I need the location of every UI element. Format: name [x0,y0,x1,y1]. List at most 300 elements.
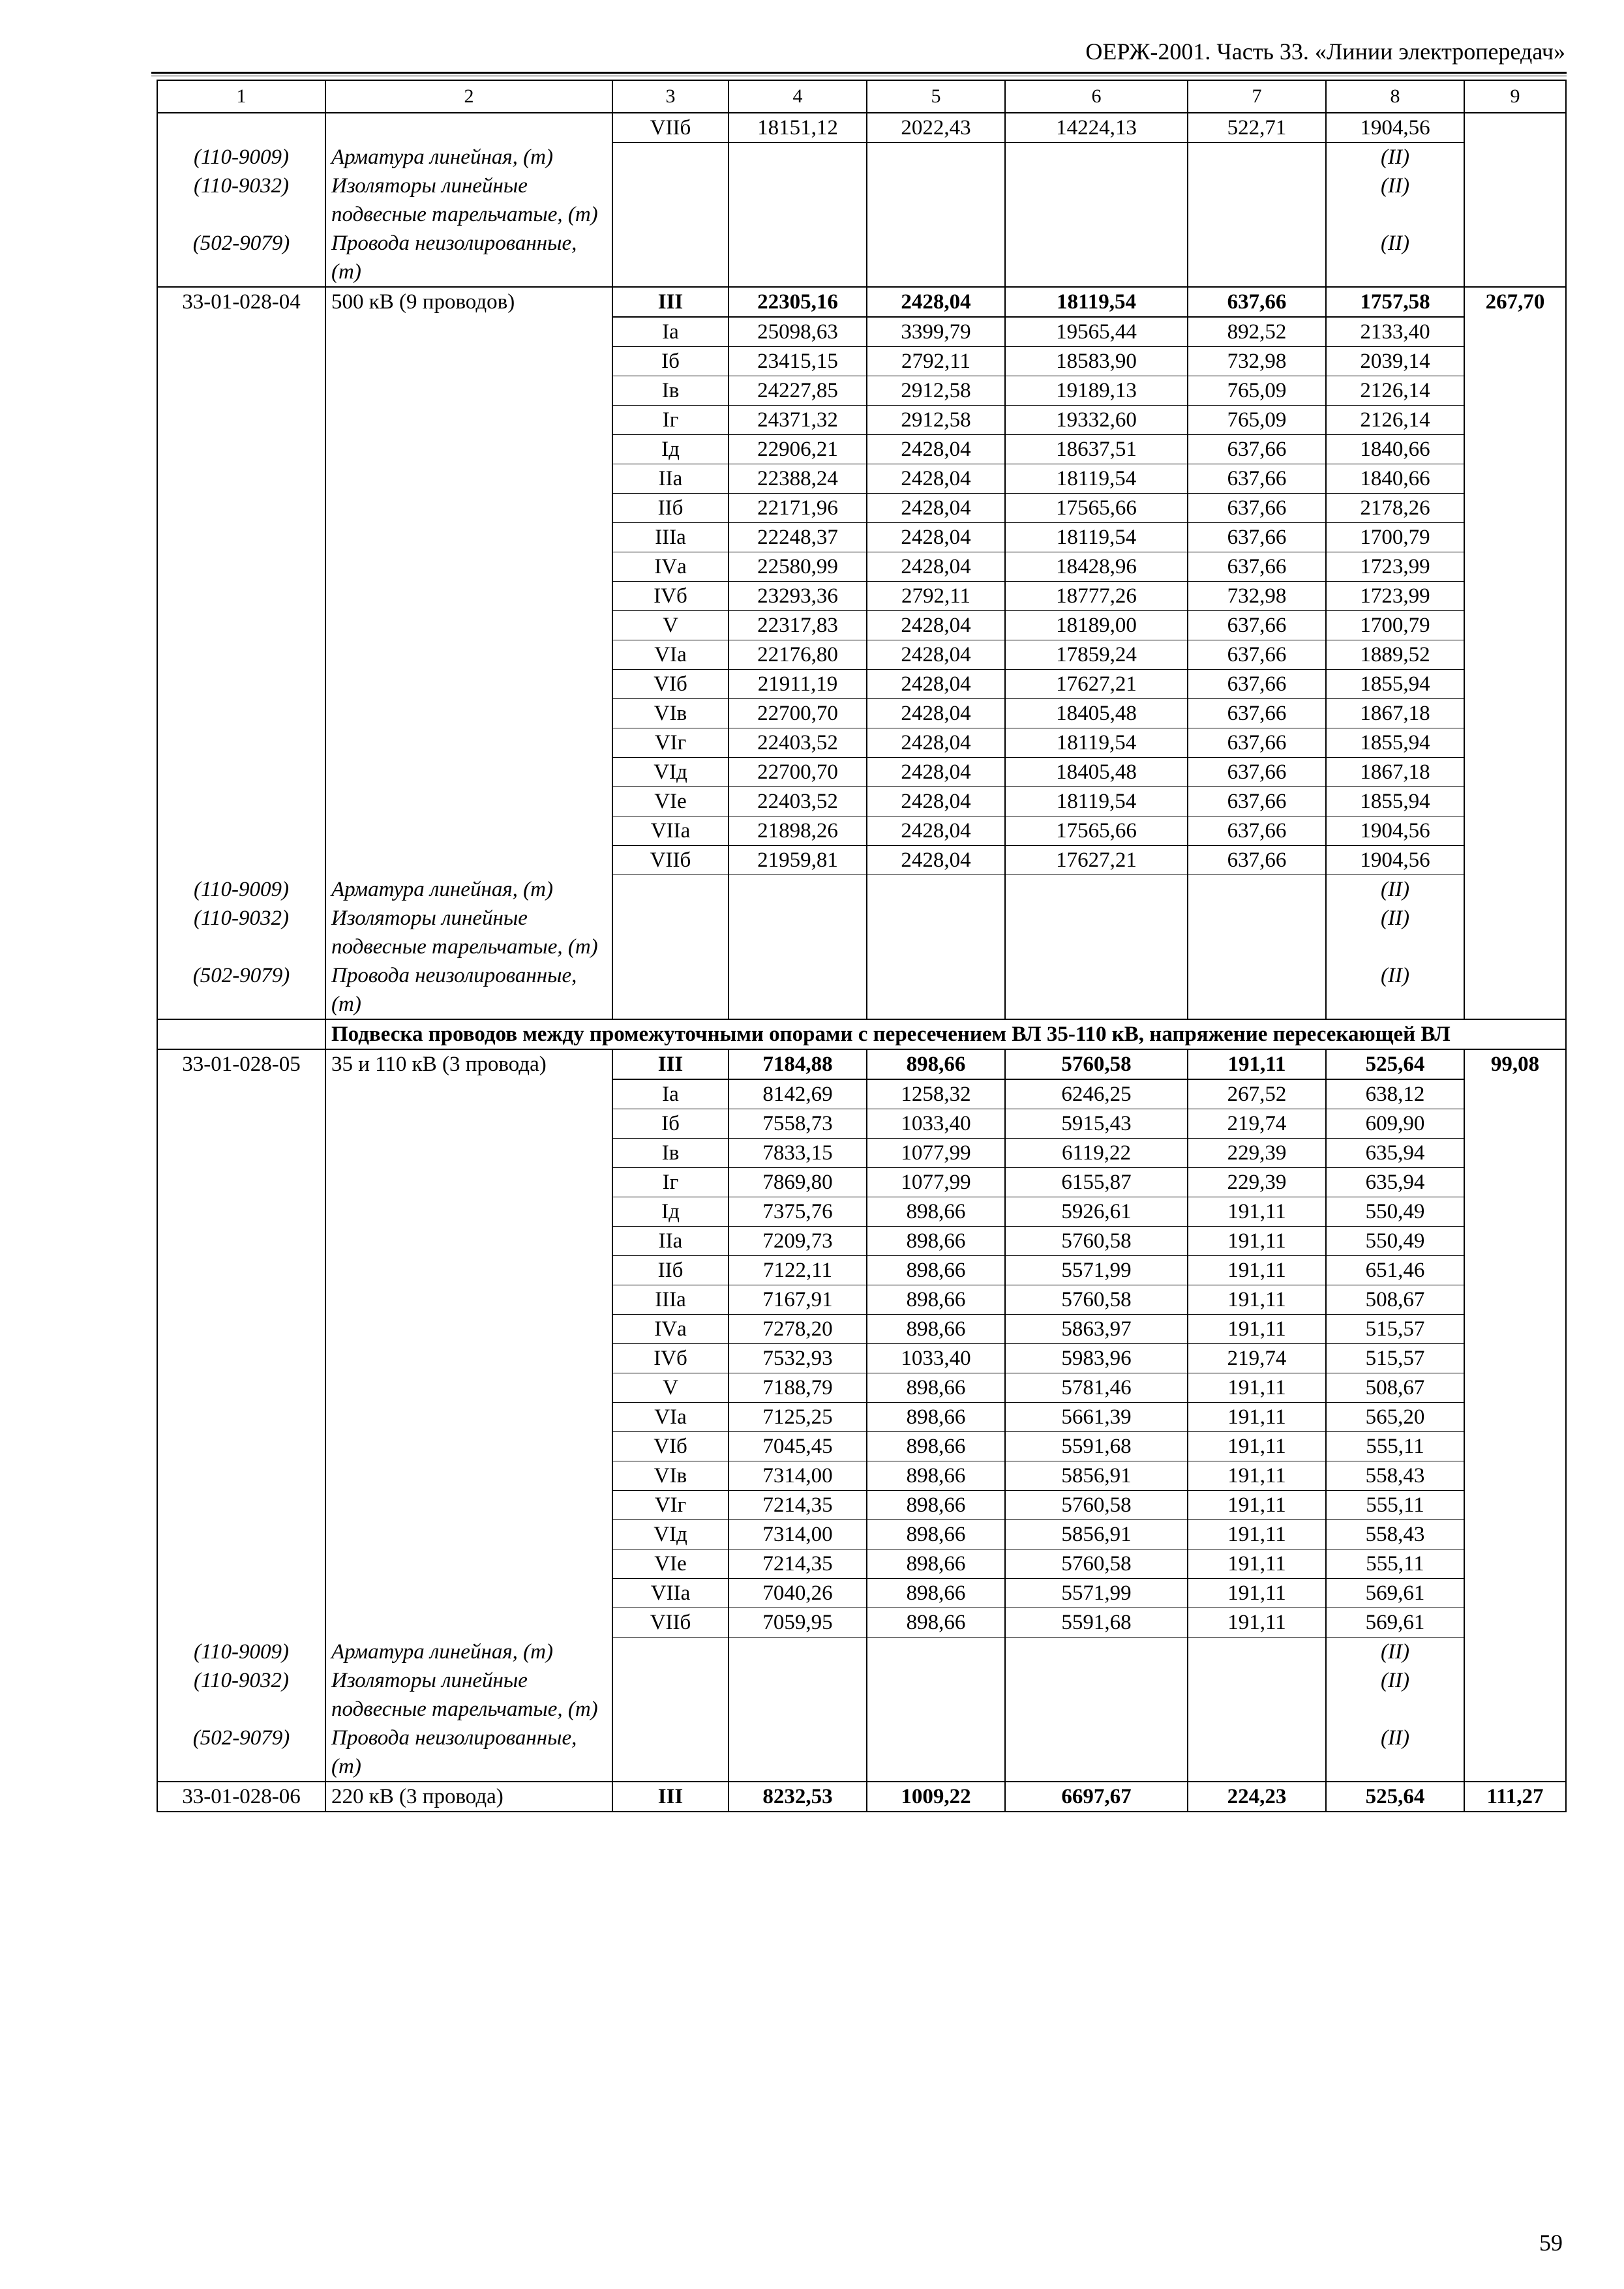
materials-cost: 558,43 [1326,1520,1464,1549]
column-header: 4 [729,80,867,113]
materials-cost: 555,11 [1326,1549,1464,1579]
norm-code [157,1197,325,1227]
norm-code [157,317,325,347]
total-cost: 22700,70 [729,699,867,728]
wages: 2428,04 [867,287,1005,317]
wages: 898,66 [867,1403,1005,1432]
labor-total [1464,816,1566,846]
materials-cost: 508,67 [1326,1285,1464,1315]
machines: 14224,13 [1005,113,1188,143]
machines: 18119,54 [1005,464,1188,494]
labor-total [1464,640,1566,670]
norm-title [325,523,612,552]
material-name: Арматура линейная, (т) [325,875,612,905]
machines: 5863,97 [1005,1315,1188,1344]
materials-cost: 1855,94 [1326,728,1464,758]
total-cost: 7167,91 [729,1285,867,1315]
norm-region-row [157,846,1566,875]
empty-cell [729,143,867,172]
norms-table [157,80,1567,1812]
norm-code [157,670,325,699]
empty-cell [1005,904,1188,961]
empty-cell [1464,172,1566,229]
norm-code [157,347,325,376]
materials-cost: 555,11 [1326,1432,1464,1461]
empty-cell [612,172,729,229]
norm-title [325,1608,612,1638]
materials-cost: 1700,79 [1326,523,1464,552]
machines: 5760,58 [1005,1491,1188,1520]
norm-code [157,1285,325,1315]
norm-region-row [157,1168,1566,1197]
norm-main-row [157,1782,1566,1812]
column-header: 8 [1326,80,1464,113]
wages: 2428,04 [867,464,1005,494]
driver-wages: 191,11 [1188,1520,1326,1549]
norm-code [157,1227,325,1256]
materials-cost: 550,49 [1326,1197,1464,1227]
materials-cost: 569,61 [1326,1579,1464,1608]
norm-region-row [157,1549,1566,1579]
empty-cell [1464,875,1566,905]
empty-cell [1464,143,1566,172]
driver-wages: 637,66 [1188,494,1326,523]
wages: 2022,43 [867,113,1005,143]
region-class: VIв [612,699,729,728]
material-class: (II) [1326,1666,1464,1724]
region-class: III [612,287,729,317]
region-class: VIд [612,1520,729,1549]
norm-code [157,640,325,670]
norm-region-row [157,317,1566,347]
materials-cost: 2126,14 [1326,406,1464,435]
materials-cost: 2133,40 [1326,317,1464,347]
norm-region-row [157,787,1566,816]
total-cost: 7214,35 [729,1491,867,1520]
total-cost: 7184,88 [729,1049,867,1079]
material-code: (110-9009) [157,875,325,905]
material-class: (II) [1326,961,1464,1019]
driver-wages: 191,11 [1188,1403,1326,1432]
wages: 2792,11 [867,582,1005,611]
norm-title [325,376,612,406]
driver-wages: 637,66 [1188,787,1326,816]
machines: 17565,66 [1005,494,1188,523]
norm-code [157,1520,325,1549]
total-cost: 22388,24 [729,464,867,494]
material-class: (II) [1326,1724,1464,1782]
material-class: (II) [1326,904,1464,961]
machines: 6155,87 [1005,1168,1188,1197]
material-row [157,1638,1566,1667]
materials-cost: 555,11 [1326,1491,1464,1520]
materials-cost: 1840,66 [1326,464,1464,494]
empty-cell [867,875,1005,905]
total-cost: 22403,52 [729,728,867,758]
norm-region-row [157,347,1566,376]
total-cost: 7314,00 [729,1461,867,1491]
materials-cost: 2178,26 [1326,494,1464,523]
labor-total [1464,494,1566,523]
norm-title [325,1315,612,1344]
driver-wages: 191,11 [1188,1197,1326,1227]
machines: 19189,13 [1005,376,1188,406]
machines: 6697,67 [1005,1782,1188,1812]
region-class: Iг [612,1168,729,1197]
wages: 1077,99 [867,1168,1005,1197]
column-number-row [157,80,1566,113]
material-code: (110-9032) [157,172,325,229]
column-header: 7 [1188,80,1326,113]
machines: 6246,25 [1005,1079,1188,1109]
region-class: Iа [612,1079,729,1109]
region-class: IIIа [612,1285,729,1315]
machines: 5661,39 [1005,1403,1188,1432]
machines: 18189,00 [1005,611,1188,640]
total-cost: 22906,21 [729,435,867,464]
labor-total [1464,376,1566,406]
empty-cell [729,961,867,1019]
material-name: Арматура линейная, (т) [325,143,612,172]
norm-code [157,1491,325,1520]
material-class: (II) [1326,1638,1464,1667]
total-cost: 7869,80 [729,1168,867,1197]
norm-code [157,376,325,406]
labor-total [1464,1344,1566,1373]
empty-cell [1005,172,1188,229]
labor-total: 111,27 [1464,1782,1566,1812]
norm-title [325,347,612,376]
total-cost: 7833,15 [729,1139,867,1168]
machines: 5926,61 [1005,1197,1188,1227]
driver-wages: 191,11 [1188,1373,1326,1403]
total-cost: 22171,96 [729,494,867,523]
labor-total [1464,1109,1566,1139]
empty-cell [1464,229,1566,287]
wages: 2428,04 [867,670,1005,699]
wages: 1009,22 [867,1782,1005,1812]
labor-total [1464,758,1566,787]
empty-cell [1188,1724,1326,1782]
material-name: Изоляторы линейные подвесные тарельчатые, (т) [325,904,612,961]
driver-wages: 637,66 [1188,670,1326,699]
total-cost: 25098,63 [729,317,867,347]
machines: 17627,21 [1005,670,1188,699]
region-class: VIIб [612,113,729,143]
norm-code [157,435,325,464]
labor-total [1464,1227,1566,1256]
norm-region-row [157,1285,1566,1315]
region-class: VIб [612,670,729,699]
driver-wages: 229,39 [1188,1139,1326,1168]
empty-cell [1188,1666,1326,1724]
empty-cell [1464,961,1566,1019]
norm-title [325,435,612,464]
norm-region-row [157,1491,1566,1520]
region-class: Iв [612,1139,729,1168]
total-cost: 7045,45 [729,1432,867,1461]
region-class: Iг [612,406,729,435]
driver-wages: 224,23 [1188,1782,1326,1812]
driver-wages: 637,66 [1188,728,1326,758]
material-row [157,229,1566,287]
norm-title: 220 кВ (3 провода) [325,1782,612,1812]
materials-cost: 609,90 [1326,1109,1464,1139]
empty-cell [867,1724,1005,1782]
wages: 2428,04 [867,758,1005,787]
region-class: VIе [612,787,729,816]
norm-region-row [157,816,1566,846]
norm-main-row [157,287,1566,317]
total-cost: 7125,25 [729,1403,867,1432]
material-name: Изоляторы линейные подвесные тарельчатые, (т) [325,1666,612,1724]
norm-region-row [157,699,1566,728]
column-header: 6 [1005,80,1188,113]
materials-cost: 515,57 [1326,1344,1464,1373]
materials-cost: 525,64 [1326,1782,1464,1812]
materials-cost: 1700,79 [1326,611,1464,640]
wages: 2428,04 [867,611,1005,640]
materials-cost: 651,46 [1326,1256,1464,1285]
machines: 18405,48 [1005,758,1188,787]
empty-cell [729,904,867,961]
total-cost: 7188,79 [729,1373,867,1403]
material-row [157,143,1566,172]
norm-title [325,670,612,699]
empty-cell [1188,229,1326,287]
norm-code [157,1432,325,1461]
norm-title [325,1079,612,1109]
wages: 898,66 [867,1461,1005,1491]
driver-wages: 191,11 [1188,1049,1326,1079]
wages: 898,66 [867,1491,1005,1520]
total-cost: 22305,16 [729,287,867,317]
driver-wages: 219,74 [1188,1109,1326,1139]
driver-wages: 637,66 [1188,758,1326,787]
labor-total [1464,1579,1566,1608]
empty-cell [612,1638,729,1667]
empty-cell [729,875,867,905]
norm-region-row [157,1139,1566,1168]
norm-region-row [157,670,1566,699]
norm-title [325,1491,612,1520]
empty-cell [1188,143,1326,172]
material-class: (II) [1326,875,1464,905]
region-class: Iб [612,1109,729,1139]
total-cost: 22580,99 [729,552,867,582]
norm-code [157,758,325,787]
region-class: IIа [612,1227,729,1256]
wages: 2912,58 [867,376,1005,406]
machines: 5856,91 [1005,1461,1188,1491]
material-code: (502-9079) [157,961,325,1019]
materials-cost: 2126,14 [1326,376,1464,406]
norm-title [325,1579,612,1608]
column-header: 2 [325,80,612,113]
labor-total [1464,464,1566,494]
norm-title [325,640,612,670]
norm-title: 500 кВ (9 проводов) [325,287,612,317]
region-class: VIе [612,1549,729,1579]
empty-cell [729,172,867,229]
norm-code [157,1344,325,1373]
labor-total [1464,435,1566,464]
materials-cost: 525,64 [1326,1049,1464,1079]
materials-cost: 558,43 [1326,1461,1464,1491]
labor-total [1464,523,1566,552]
machines: 5760,58 [1005,1227,1188,1256]
driver-wages: 637,66 [1188,464,1326,494]
norm-code [157,846,325,875]
empty-cell [1188,961,1326,1019]
materials-cost: 1904,56 [1326,816,1464,846]
labor-total [1464,787,1566,816]
machines: 5760,58 [1005,1285,1188,1315]
machines: 17627,21 [1005,846,1188,875]
labor-total [1464,1549,1566,1579]
empty-cell [612,143,729,172]
norm-code [157,1549,325,1579]
empty-cell [612,1666,729,1724]
norm-code: 33-01-028-05 [157,1049,325,1079]
machines: 5571,99 [1005,1256,1188,1285]
empty-cell [867,904,1005,961]
wages: 898,66 [867,1579,1005,1608]
region-class: V [612,1373,729,1403]
norm-region-row [157,1520,1566,1549]
empty-cell [612,961,729,1019]
norm-code [157,1109,325,1139]
wages: 2428,04 [867,523,1005,552]
norm-code: 33-01-028-04 [157,287,325,317]
material-class: (II) [1326,143,1464,172]
wages: 898,66 [867,1549,1005,1579]
labor-total [1464,1285,1566,1315]
materials-cost: 638,12 [1326,1079,1464,1109]
driver-wages: 637,66 [1188,699,1326,728]
driver-wages: 191,11 [1188,1256,1326,1285]
region-class: IIб [612,494,729,523]
empty-cell [729,1638,867,1667]
material-code: (110-9032) [157,904,325,961]
total-cost: 8142,69 [729,1079,867,1109]
total-cost: 21959,81 [729,846,867,875]
wages: 898,66 [867,1256,1005,1285]
region-class: Iв [612,376,729,406]
region-class: IIIа [612,523,729,552]
norm-region-row [157,552,1566,582]
norm-region-row [157,1256,1566,1285]
norm-region-row [157,1461,1566,1491]
material-name: Провода неизолированные, (т) [325,961,612,1019]
wages: 1033,40 [867,1109,1005,1139]
empty-cell [1005,1724,1188,1782]
labor-total [1464,1403,1566,1432]
norm-region-row [157,494,1566,523]
driver-wages: 637,66 [1188,523,1326,552]
column-header: 3 [612,80,729,113]
wages: 898,66 [867,1520,1005,1549]
driver-wages: 191,11 [1188,1285,1326,1315]
labor-total [1464,1491,1566,1520]
empty-cell [1005,1666,1188,1724]
norm-title [325,1109,612,1139]
driver-wages: 191,11 [1188,1579,1326,1608]
norm-code [157,699,325,728]
norm-title [325,582,612,611]
region-class: VIIб [612,1608,729,1638]
norm-code [157,406,325,435]
total-cost: 22403,52 [729,787,867,816]
wages: 1077,99 [867,1139,1005,1168]
norm-region-row [157,728,1566,758]
region-class: VIIб [612,846,729,875]
wages: 2428,04 [867,816,1005,846]
region-class: IVб [612,582,729,611]
machines: 5781,46 [1005,1373,1188,1403]
driver-wages: 637,66 [1188,287,1326,317]
norm-title [325,1373,612,1403]
norm-code [157,1256,325,1285]
total-cost: 22317,83 [729,611,867,640]
region-class: III [612,1049,729,1079]
labor-total [1464,846,1566,875]
norm-title [325,1432,612,1461]
empty-cell [867,1666,1005,1724]
wages: 2792,11 [867,347,1005,376]
material-code: (110-9032) [157,1666,325,1724]
material-code: (110-9009) [157,143,325,172]
empty-cell [612,904,729,961]
labor-total [1464,406,1566,435]
material-row [157,961,1566,1019]
norm-title [325,1403,612,1432]
machines: 18119,54 [1005,287,1188,317]
region-class: VIа [612,640,729,670]
machines: 19565,44 [1005,317,1188,347]
norm-title [325,494,612,523]
region-class: VIг [612,728,729,758]
machines: 18119,54 [1005,523,1188,552]
norm-region-row [157,1608,1566,1638]
norm-title [325,406,612,435]
wages: 1258,32 [867,1079,1005,1109]
materials-cost: 1723,99 [1326,582,1464,611]
wages: 2912,58 [867,406,1005,435]
material-name: Арматура линейная, (т) [325,1638,612,1667]
machines: 5915,43 [1005,1109,1188,1139]
wages: 2428,04 [867,552,1005,582]
machines: 18777,26 [1005,582,1188,611]
total-cost: 22248,37 [729,523,867,552]
labor-total [1464,1168,1566,1197]
wages: 2428,04 [867,787,1005,816]
machines: 5760,58 [1005,1549,1188,1579]
region-class: IVа [612,1315,729,1344]
norm-region-row [157,523,1566,552]
empty-cell [1464,1724,1566,1782]
wages: 2428,04 [867,435,1005,464]
norm-title [325,1461,612,1491]
wages: 898,66 [867,1227,1005,1256]
norm-code [157,552,325,582]
machines: 5591,68 [1005,1432,1188,1461]
driver-wages: 765,09 [1188,406,1326,435]
materials-cost: 635,94 [1326,1168,1464,1197]
norm-region-row [157,1079,1566,1109]
machines: 18583,90 [1005,347,1188,376]
norm-region-row [157,640,1566,670]
